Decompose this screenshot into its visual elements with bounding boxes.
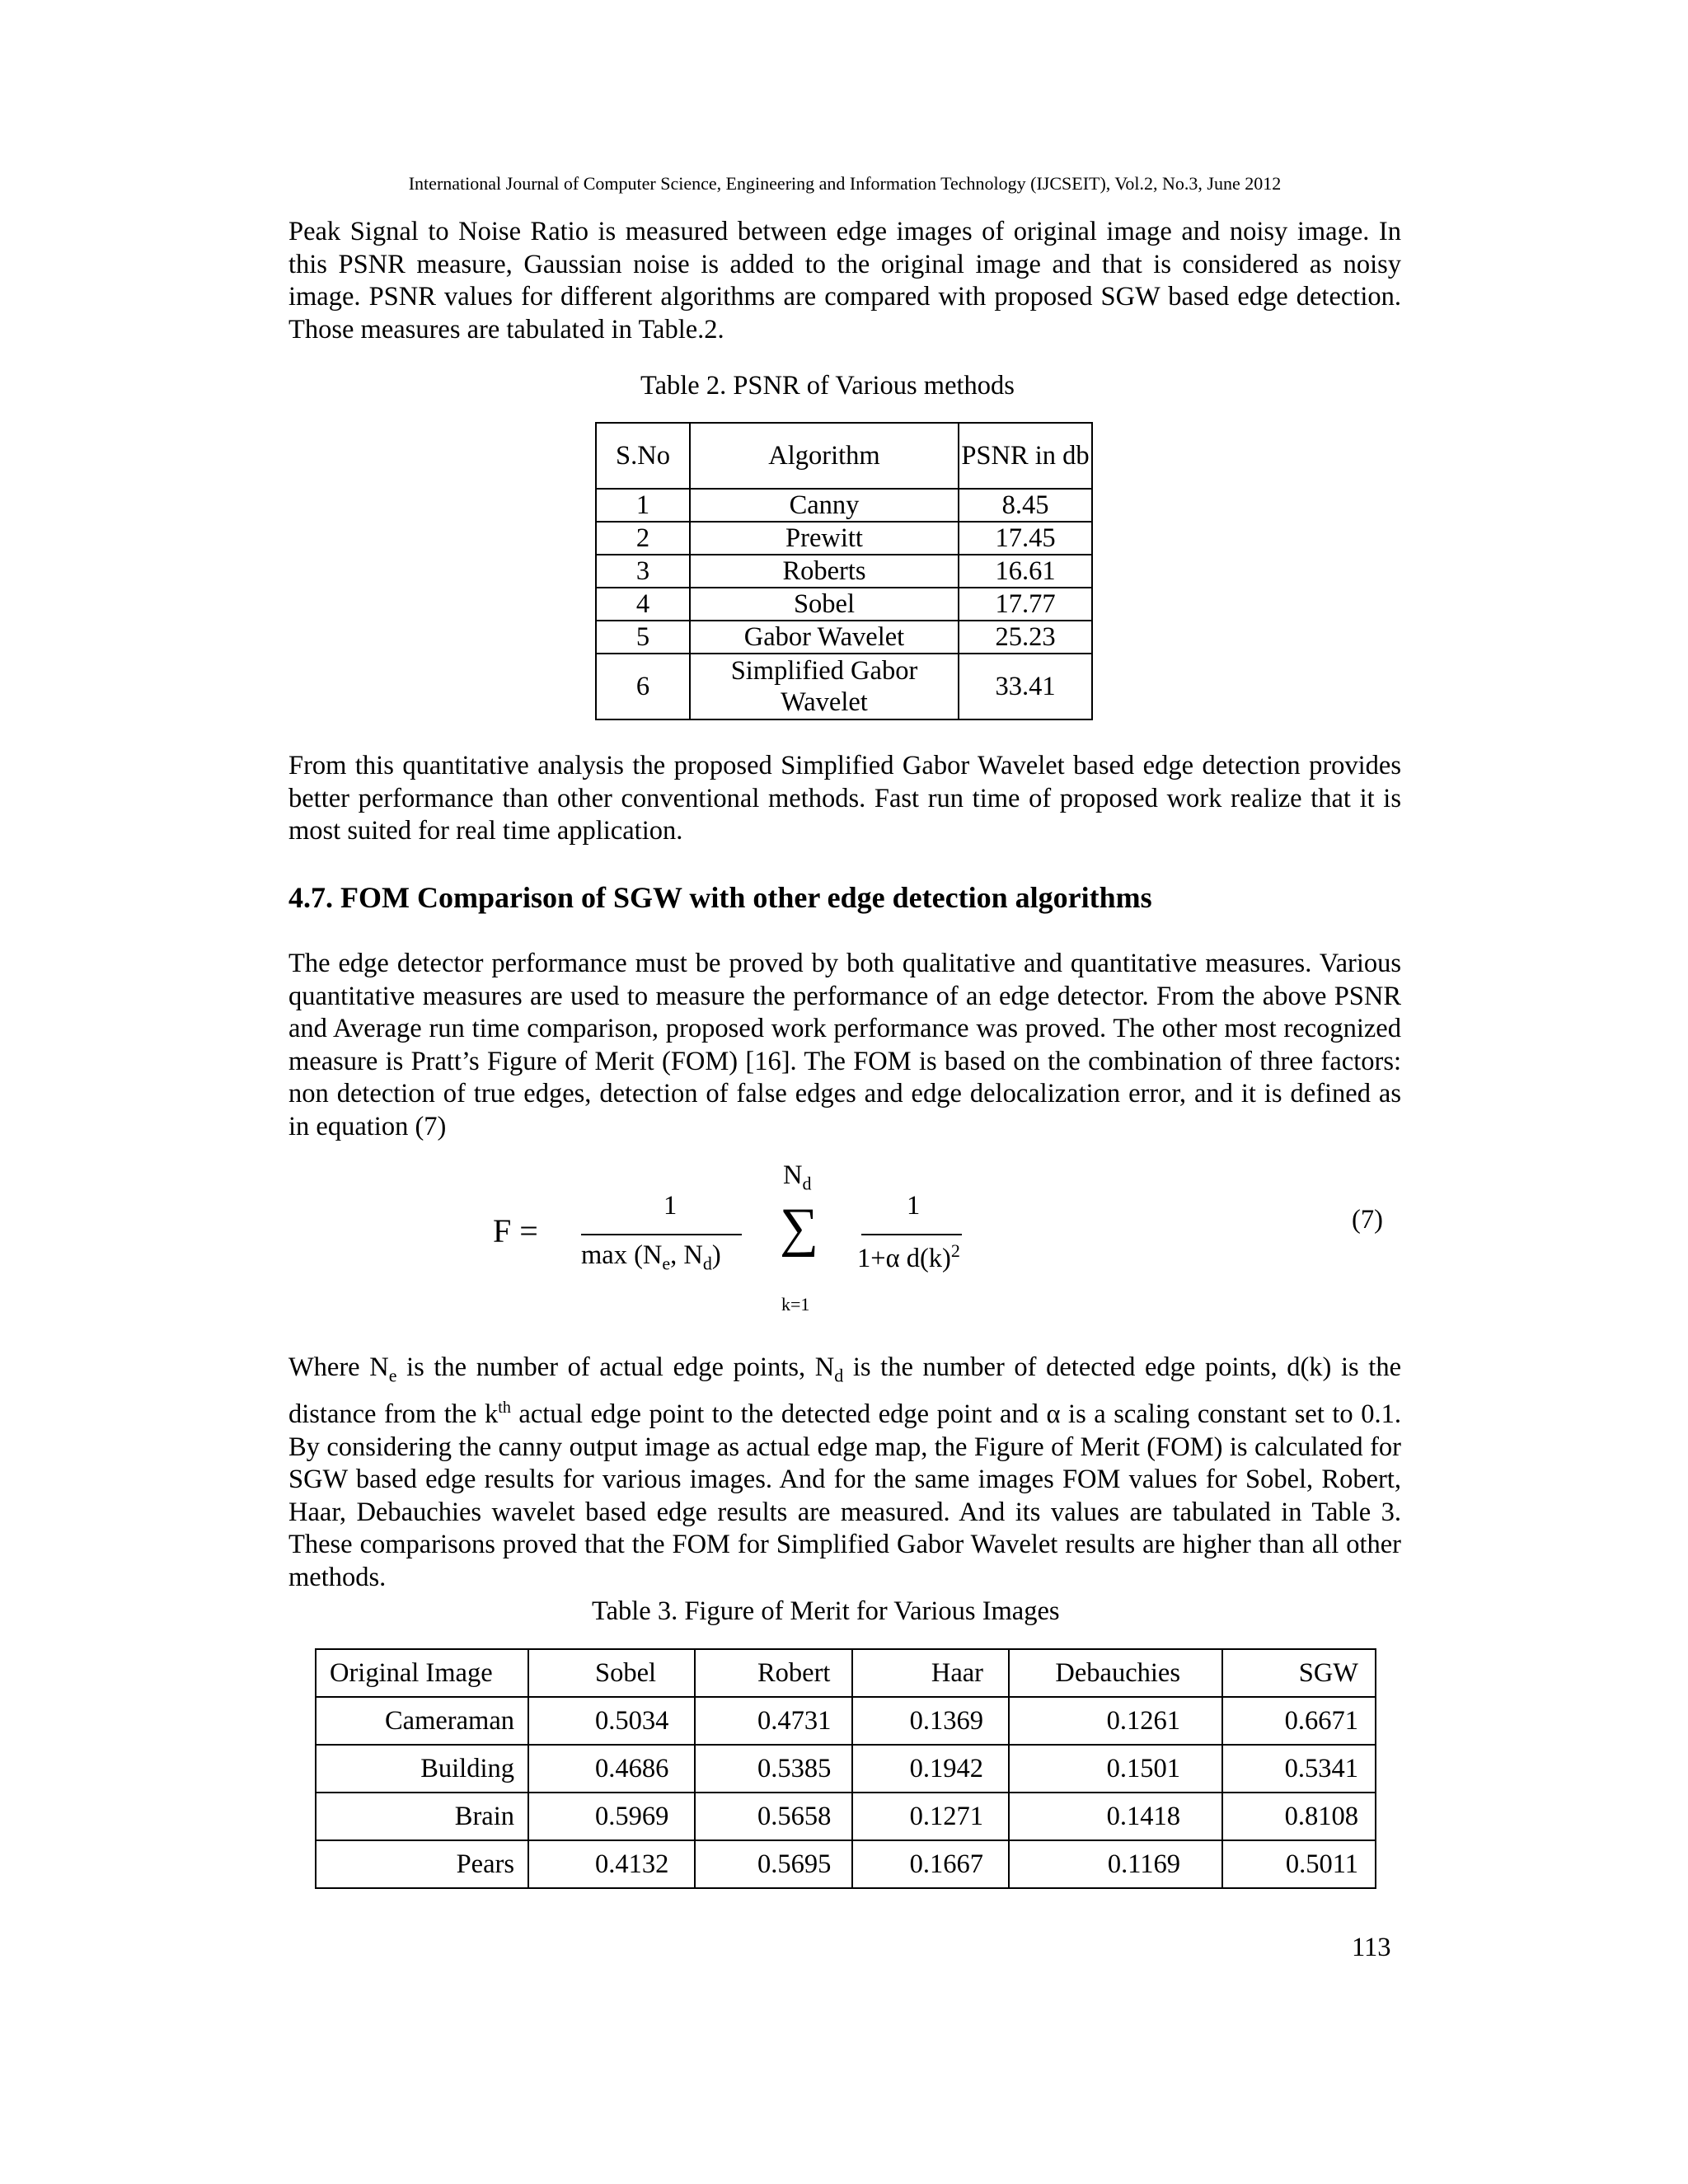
denominator-text: , N [670,1240,703,1270]
table-cell: 0.5341 [1222,1745,1376,1793]
table-cell: 0.1501 [1009,1745,1222,1793]
header-cell: Haar [852,1649,1009,1697]
table-row [596,489,1092,522]
table-cell: 6 [596,654,690,719]
superscript: th [498,1399,511,1418]
table-header-row [596,423,1092,489]
psnr-table [595,422,1093,720]
denominator-subscript: e [662,1253,671,1274]
header-cell: Robert [695,1649,852,1697]
denominator-text: ) [711,1240,721,1270]
table-cell: 0.6671 [1222,1697,1376,1745]
table-cell: Prewitt [690,522,959,555]
fraction1-bar [581,1234,742,1235]
denominator-superscript: 2 [950,1240,960,1261]
header-cell: PSNR in db [959,423,1092,489]
table-cell: 0.4731 [695,1697,852,1745]
text-run: actual edge point to the detected edge point and α is a scaling constant set to 0.1. By considering the canny output image as actual edge map, the Figure of Merit (FOM) is calculated for SGW based edge results for various images. And for the same images FOM values for Sobel, Robert, Haar, Debauchies wavelet based edge results are measured. And its values are tabulated in Table 3. These comparisons proved that the FOM for Simplified Gabor Wavelet results are higher than all other methods. [288,1399,1401,1592]
sum-lower-limit: k=1 [781,1294,810,1315]
subscript: e [388,1365,397,1386]
table-row [596,588,1092,621]
denominator-text: max (N [581,1240,663,1270]
summation-symbol: ∑ [780,1197,819,1258]
text-run: is the number of detected edge points, d(k) is the distance from the k [288,1352,1401,1429]
table-cell: Sobel [690,588,959,621]
table-cell: 8.45 [959,489,1092,522]
journal-header: International Journal of Computer Science, Engineering and Information Technology (IJCSEIT), Vol.2, No.3, June 2012 [408,173,1282,194]
table-cell: 33.41 [959,654,1092,719]
table-row [596,555,1092,588]
table-cell: 0.4132 [528,1840,695,1888]
table-row [596,654,1092,719]
table-cell: Canny [690,489,959,522]
table-cell: 0.1271 [852,1793,1009,1840]
table-row [596,522,1092,555]
paragraph-quantitative: From this quantitative analysis the proposed Simplified Gabor Wavelet based edge detection provides better performance than other conventional methods. Fast run time of proposed work realize that it is most suited for real time application. [288,751,1401,846]
table-cell: 17.77 [959,588,1092,621]
denominator-text: 1+α d(k) [857,1243,951,1273]
table3-caption: Table 3. Figure of Merit for Various Images [592,1596,1060,1626]
table-row [316,1697,1376,1745]
table-cell: 3 [596,555,690,588]
fom-table [315,1648,1376,1889]
table-row [316,1745,1376,1793]
table-cell: 0.5969 [528,1793,695,1840]
text-run: Where N [288,1352,389,1382]
table-cell: 0.1667 [852,1840,1009,1888]
table-cell: 1 [596,489,690,522]
page-number: 113 [1352,1933,1391,1962]
table-cell: Cameraman [316,1697,528,1745]
header-cell: S.No [596,423,690,489]
table-cell: 0.5695 [695,1840,852,1888]
table-cell: Pears [316,1840,528,1888]
table-cell: 0.1418 [1009,1793,1222,1840]
text-run: is the number of actual edge points, N [396,1352,835,1382]
table-cell: Roberts [690,555,959,588]
table-cell: 0.5034 [528,1697,695,1745]
table-cell: 5 [596,621,690,654]
table-cell: 0.4686 [528,1745,695,1793]
fraction2-numerator: 1 [907,1191,921,1221]
table-cell: Building [316,1745,528,1793]
upper-limit-subscript: d [802,1173,812,1194]
table-cell: 0.5385 [695,1745,852,1793]
table-cell: 16.61 [959,555,1092,588]
paragraph-psnr-intro: Peak Signal to Noise Ratio is measured between edge images of original image and noisy image. In this PSNR measure, Gaussian noise is added to the original image and that is considered as noisy image. PSNR values for different algorithms are compared with proposed SGW based edge detection. Those measures are tabulated in Table.2. [288,217,1401,344]
subscript: d [834,1365,844,1386]
fraction2-bar [861,1234,962,1235]
table-cell: 4 [596,588,690,621]
table-cell: 25.23 [959,621,1092,654]
header-cell: SGW [1222,1649,1376,1697]
fraction1-denominator [581,1240,721,1275]
table-cell: 0.1369 [852,1697,1009,1745]
denominator-subscript: d [702,1253,712,1274]
header-cell: Sobel [528,1649,695,1697]
table-cell: 0.1169 [1009,1840,1222,1888]
table-row [316,1793,1376,1840]
header-cell: Algorithm [690,423,959,489]
header-cell: Original Image [316,1649,528,1697]
table-cell: 0.1261 [1009,1697,1222,1745]
table-cell: 0.5011 [1222,1840,1376,1888]
table-cell: Gabor Wavelet [690,621,959,654]
table-cell: 2 [596,522,690,555]
sum-upper-limit [783,1160,811,1195]
table-cell: 0.5658 [695,1793,852,1840]
table-cell: Simplified Gabor Wavelet [690,654,959,719]
table-header-row [316,1649,1376,1697]
equation-number: (7) [1352,1205,1383,1235]
section-heading: 4.7. FOM Comparison of SGW with other edge detection algorithms [288,881,1152,914]
fraction2-denominator [857,1240,960,1274]
table-cell: Brain [316,1793,528,1840]
paragraph-fom-definition [288,1352,1401,1594]
fraction1-numerator: 1 [663,1191,678,1221]
table-row [316,1840,1376,1888]
table-row [596,621,1092,654]
table2-caption: Table 2. PSNR of Various methods [640,371,1015,401]
table-cell: 0.1942 [852,1745,1009,1793]
equation-lhs: F = [493,1212,538,1249]
upper-limit-text: N [783,1160,803,1190]
table-cell: 0.8108 [1222,1793,1376,1840]
table-cell: 17.45 [959,522,1092,555]
header-cell: Debauchies [1009,1649,1222,1697]
paragraph-fom-intro: The edge detector performance must be proved by both qualitative and quantitative measures. Various quantitative measures are used to measure the performance of an edge detector. From the above PSNR and Average run time comparison, proposed work performance was proved. The other most recognized measure is Pratt’s Figure of Merit (FOM) [16]. The FOM is based on the combination of three factors: non detection of true edges, detection of false edges and edge delocalization error, and it is defined as in equation (7) [288,949,1401,1141]
